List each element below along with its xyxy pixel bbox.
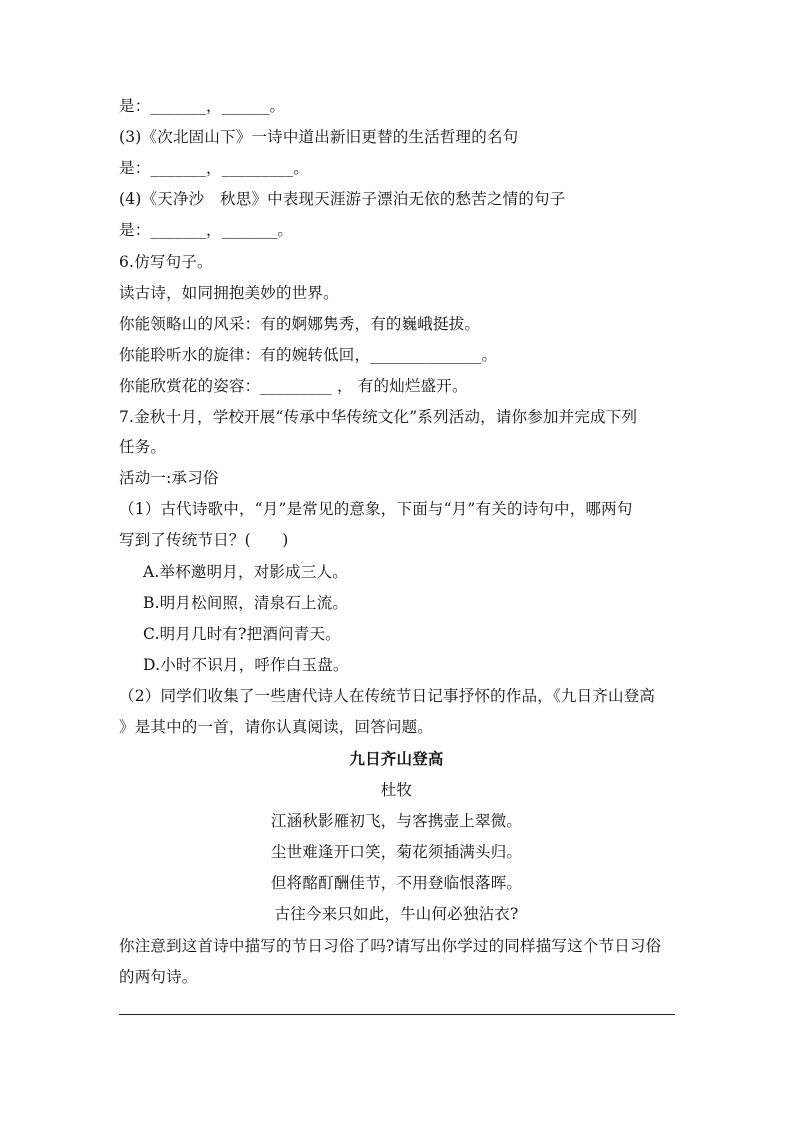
answer-blank-line-4: 是：_______，_______。 — [119, 221, 294, 239]
option-b: B.明月松间照，清泉石上流。 — [143, 594, 349, 612]
question-3: (3)《次北固山下》一诗中道出新旧更替的生活哲理的名句 — [119, 128, 519, 146]
sub-question-2-cont: 》是其中的一首，请你认真阅读，回答问题。 — [119, 718, 434, 736]
sub-question-1: （1）古代诗歌中，“月”是常见的意象，下面与“月”有关的诗句中，哪两句 — [119, 500, 633, 518]
follow-up-question-cont: 的两句诗。 — [119, 968, 198, 986]
question-7-text: 7.金秋十月，学校开展“传承中华传统文化”系列活动，请你参加并完成下列 — [119, 408, 638, 426]
poem-line-2: 尘世难逢开口笑，菊花须插满头归。 — [270, 843, 523, 861]
imitation-intro: 读古诗，如同拥抱美妙的世界。 — [119, 284, 339, 302]
poem-line-1: 江涵秋影雁初飞，与客携壶上翠微。 — [270, 812, 523, 830]
activity-one-heading: 活动一:承习俗 — [119, 469, 219, 487]
answer-blank-line-2: 是：_______，______。 — [119, 97, 286, 115]
poem-title: 九日齐山登高 — [349, 749, 444, 768]
imitation-example-mountain: 你能领略山的风采：有的婀娜隽秀，有的巍峨挺拔。 — [119, 315, 481, 333]
answer-line — [119, 1014, 675, 1015]
question-7-text-cont: 任务。 — [119, 438, 167, 456]
poem-line-3: 但将酩酊酬佳节，不用登临恨落晖。 — [270, 874, 523, 892]
imitation-blank-flower: 你能欣赏花的姿容：_________ ， 有的灿烂盛开。 — [119, 377, 468, 395]
question-4: (4)《天净沙 秋思》中表现天涯游子漂泊无依的愁苦之情的句子 — [119, 190, 566, 208]
follow-up-question: 你注意到这首诗中描写的节日习俗了吗?请写出你学过的同样描写这个节日习俗 — [119, 937, 662, 955]
answer-blank-line-3: 是：_______，_________。 — [119, 159, 310, 177]
sub-question-2: （2）同学们收集了一些唐代诗人在传统节日记事抒怀的作品，《九日齐山登高 — [119, 687, 656, 705]
option-a: A.举杯邀明月，对影成三人。 — [143, 563, 348, 581]
poem-line-4: 古往今来只如此，牛山何必独沾衣? — [274, 905, 519, 923]
option-c: C.明月几时有?把酒问青天。 — [143, 625, 341, 643]
option-d: D.小时不识月，呼作白玉盘。 — [143, 656, 349, 674]
sub-question-1-cont: 写到了传统节日？( ) — [119, 531, 289, 549]
imitation-blank-water: 你能聆听水的旋律：有的婉转低回，______________。 — [119, 346, 498, 364]
question-6-heading: 6.仿写句子。 — [119, 253, 213, 271]
poem-author: 杜牧 — [380, 781, 413, 799]
